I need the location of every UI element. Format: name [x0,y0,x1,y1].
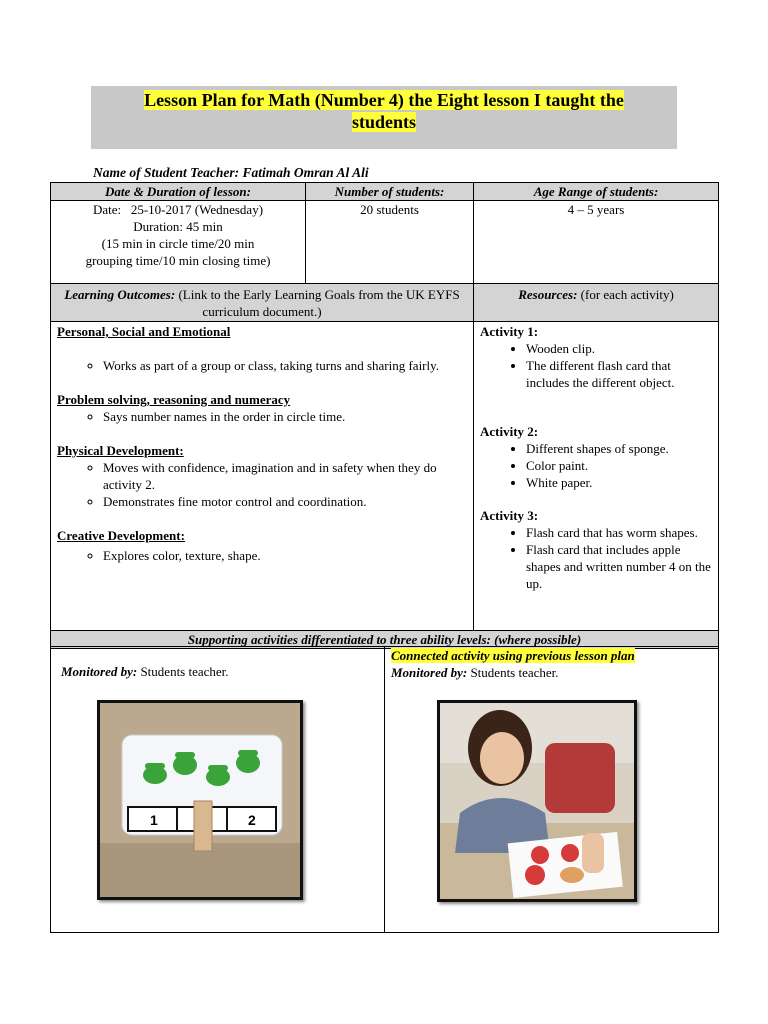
card-number: 1 [150,812,158,828]
list-item: • Flash card that has worm shapes. [526,524,712,541]
title-line-2: students [351,112,417,132]
list-item: • Wooden clip. [526,340,712,357]
list-item: ◦ Says number names in the order in circle time. [103,408,467,425]
sponge [560,867,584,883]
header-number-students: Number of students: [306,183,474,201]
list-item: ◦ Explores color, texture, shape. [103,547,467,564]
supporting-activities-header: Supporting activities differentiated to three ability levels: (where possible) [51,631,719,649]
section-personal-social: Personal, Social and Emotional [57,324,231,339]
list-item: • Flash card that includes apple shapes and written number 4 on the up. [526,541,712,592]
learning-outcomes-text: (Link to the Early Learning Goals from the UK EYFS curriculum document.) [178,287,460,319]
list-item: ◦ Works as part of a group or class, taking turns and sharing fairly. [103,357,467,374]
child-hand [582,833,604,873]
resources-text: (for each activity) [580,287,674,302]
header-age-range: Age Range of students: [474,183,719,201]
resources-cell [474,322,719,631]
duration-line: Duration: 45 min [133,219,223,234]
wooden-clip-icon [194,801,212,851]
list-item: • White paper. [526,474,712,491]
section-creative-development: Creative Development: [57,528,185,543]
list-item: • The different flash card that includes the different object. [526,357,712,391]
date-line: Date: 25-10-2017 (Wednesday) [92,202,264,217]
flash-card-photo [97,700,303,900]
white-paper [508,832,623,898]
resources-header [474,284,719,322]
list-item: • Different shapes of sponge. [526,440,712,457]
date-duration-cell [51,201,306,284]
header-date-duration: Date & Duration of lesson: [51,183,306,201]
duration-breakdown-1: (15 min in circle time/20 min [101,236,255,251]
learning-outcomes-label: Learning Outcomes: [64,287,176,302]
teacher-label: Name of Student Teacher: [93,165,240,180]
resources-label: Resources: [518,287,578,302]
child-painting-photo [437,700,637,902]
student-teacher-name [93,165,369,181]
monitored-by-label: Monitored by: [61,664,138,679]
child-face [480,732,524,784]
list-item: ◦ Demonstrates fine motor control and coordination. [103,493,467,510]
child-painting-illustration [440,703,634,899]
section-physical-development: Physical Development: [57,443,184,458]
monitored-by-label: Monitored by: [391,665,468,680]
list-item: • Color paint. [526,457,712,474]
learning-outcomes-cell [51,322,474,631]
backpack [545,743,615,813]
list-item: ◦ Moves with confidence, imagination and in safety when they do activity 2. [103,459,467,493]
flash-card-illustration [100,703,300,897]
card-number: 2 [248,812,256,828]
title-line-1: Lesson Plan for Math (Number 4) the Eight lesson I taught the [144,90,624,110]
duration-breakdown-2: grouping time/10 min closing time) [85,253,271,268]
lesson-plan-table [50,182,719,649]
monitored-by-value: Students teacher. [467,665,559,680]
learning-outcomes-header [51,284,474,322]
age-range-value: 4 – 5 years [474,201,719,284]
activity-2-title: Activity 2: [480,424,539,439]
teacher-value: Fatimah Omran Al Ali [242,165,369,180]
section-problem-solving: Problem solving, reasoning and numeracy [57,392,291,407]
activity-3-title: Activity 3: [480,508,539,523]
monitored-by-value: Students teacher. [137,664,229,679]
num-students-value: 20 students [306,201,474,284]
page-title [91,89,677,133]
activity-1-title: Activity 1: [480,324,539,339]
connected-activity-label: Connected activity using previous lesson plan [391,648,635,663]
